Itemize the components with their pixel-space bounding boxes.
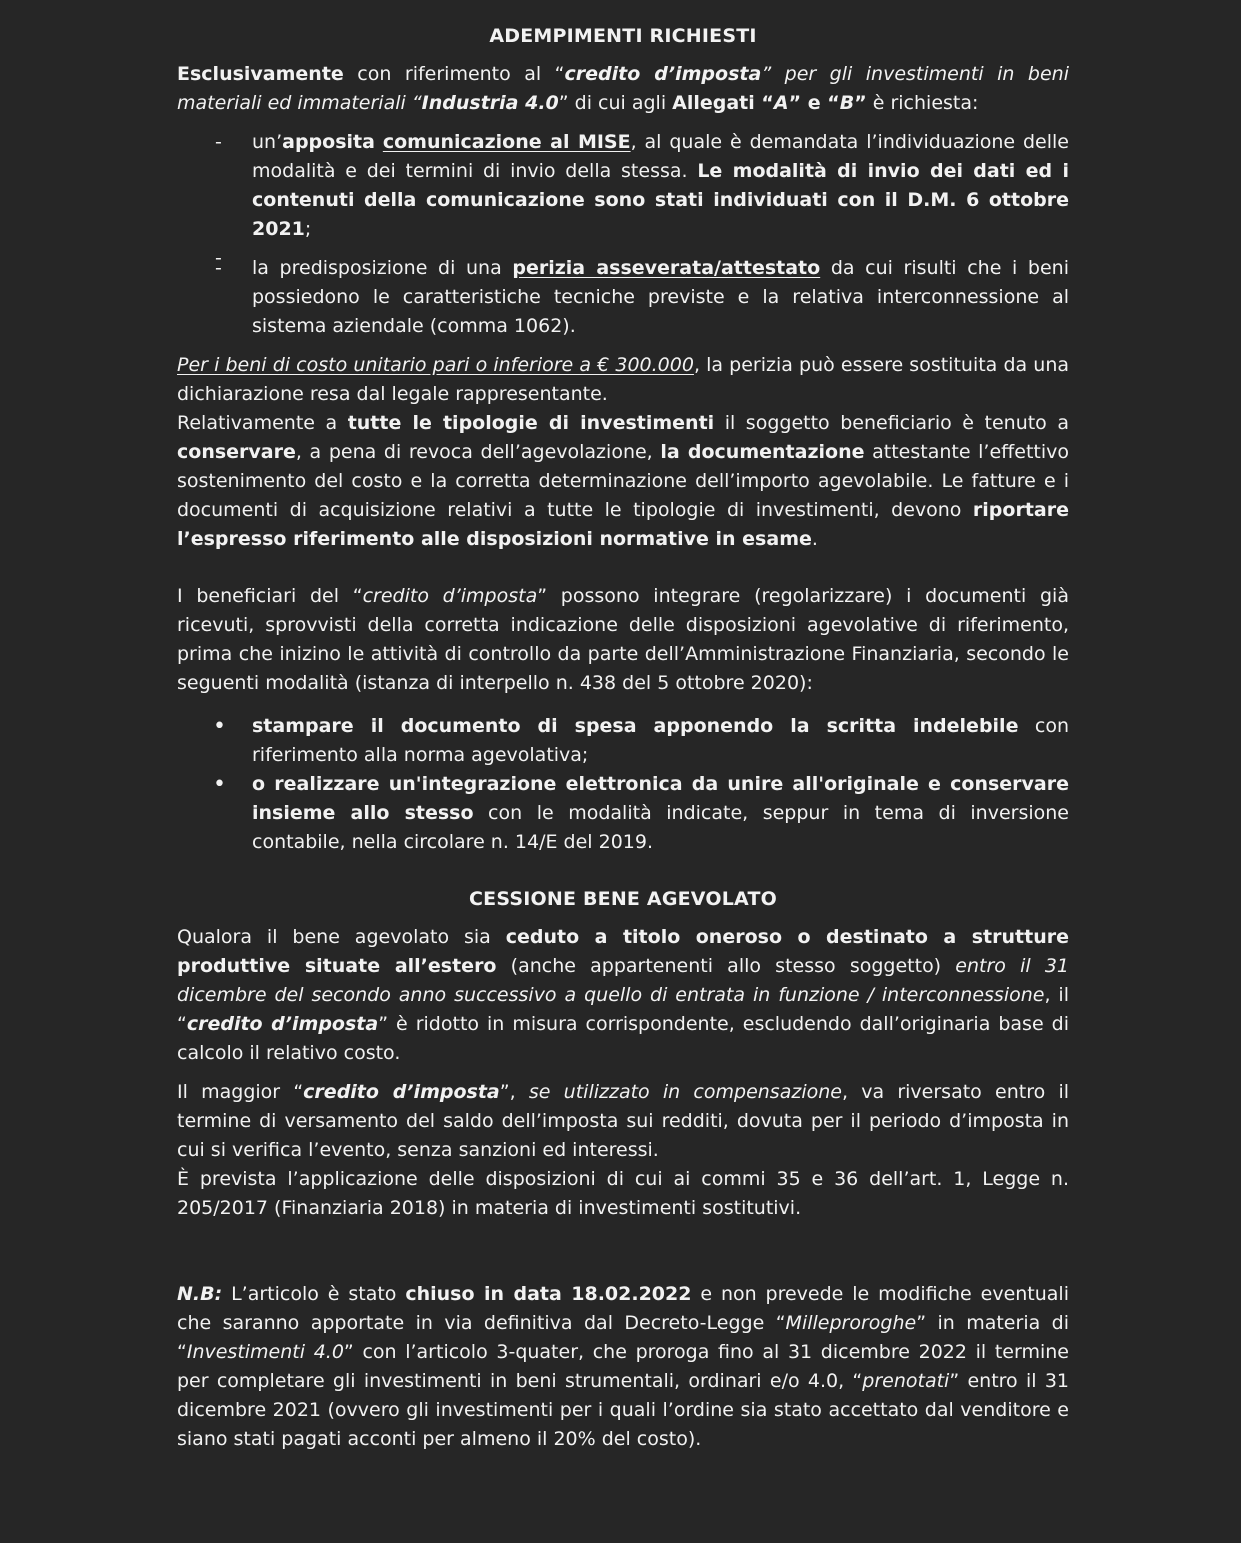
modalita-list	[177, 712, 1069, 857]
nb-paragraph: N.B: L’articolo è stato chiuso in data 18.02.2022 e non prevede le modifiche eventuali che saranno apportate in via definitiva dal Decreto-Legge “Milleproroghe” in materia di “Investimenti 4.0” con l’articolo 3-quater, che proroga fino al 31 dicembre 2022 il termine per completare gli investimenti in beni strumentali, ordinari e/o 4.0, “prenotati” entro il 31 dicembre 2021 (ovvero gli investimenti per i quali l’ordine sia stato accettato dal venditore e siano stati pagati acconti per almeno il 20% del costo).	[177, 1283, 1069, 1450]
list-item-integrazione: • o realizzare un'integrazione elettronica da unire all'originale e conservare insieme allo stesso con le modalità indicate, seppur in tema di inversione contabile, nella circolare n. 14/E del 2019.	[177, 770, 1069, 857]
requirements-list	[177, 128, 1069, 341]
heading-adempimenti: ADEMPIMENTI RICHIESTI	[489, 25, 757, 47]
maggior-paragraph: Il maggior “credito d’imposta”, se utilizzato in compensazione, va riversato entro il termine di versamento del saldo dell’imposta sui redditi, dovuta per il periodo d’imposta in cui si verifica l’evento, senza sanzioni ed interessi.	[177, 1081, 1070, 1161]
relativamente-paragraph: Relativamente a tutte le tipologie di investimenti il soggetto beneficiario è tenuto a conservare, a pena di revoca dell’agevolazione, la documentazione attestante l’effettivo sostenimento del costo e la corretta determinazione dell’importo agevolabile. Le fatture e i documenti di acquisizione relativi a tutte le tipologie di investimenti, devono riportare l’espresso riferimento alle disposizioni normative in esame.	[177, 412, 1069, 550]
document-page	[177, 0, 1069, 1454]
intro-paragraph: Esclusivamente con riferimento al “credito d’imposta” per gli investimenti in beni materiali ed immateriali “Industria 4.0” di cui agli Allegati “A” e “B” è richiesta:	[177, 63, 1069, 114]
comunicazione-mise-link: comunicazione al MISE	[382, 131, 631, 153]
prevista-paragraph: È prevista l’applicazione delle disposizioni di cui ai commi 35 e 36 dell’art. 1, Legge n. 205/2017 (Finanziaria 2018) in materia di investimenti sostitutivi.	[177, 1168, 1069, 1219]
heading-cessione: CESSIONE BENE AGEVOLATO	[469, 888, 777, 910]
list-item-comunicazione: - un’apposita comunicazione al MISE, al quale è demandata l’individuazione delle modalità e dei termini di invio della stessa. Le modalità di invio dei dati ed i contenuti della comunicazione sono stati individuati con il D.M. 6 ottobre 2021;	[177, 128, 1069, 244]
list-spacer	[177, 244, 1069, 254]
perizia-paragraph: Per i beni di costo unitario pari o inferiore a € 300.000, la perizia può essere sostituita da una dichiarazione resa dal legale rappresentante.	[177, 354, 1070, 405]
list-item-perizia: - la predisposizione di una perizia asseverata/attestato da cui risulti che i beni possiedono le caratteristiche tecniche previste e la relativa interconnessione al sistema aziendale (comma 1062).	[177, 254, 1069, 341]
list-item-stampare: • stampare il documento di spesa apponendo la scritta indelebile con riferimento alla norma agevolativa;	[177, 712, 1069, 770]
qualora-paragraph: Qualora il bene agevolato sia ceduto a titolo oneroso o destinato a strutture produttive situate all’estero (anche appartenenti allo stesso soggetto) entro il 31 dicembre del secondo anno successivo a quello di entrata in funzione / interconnessione, il “credito d’imposta” è ridotto in misura corrispondente, escludendo dall’originaria base di calcolo il relativo costo.	[177, 926, 1070, 1064]
beneficiari-paragraph: I beneficiari del “credito d’imposta” possono integrare (regolarizzare) i documenti già ricevuti, sprovvisti della corretta indicazione delle disposizioni agevolative di riferimento, prima che inizino le attività di controllo da parte dell’Amministrazione Finanziaria, secondo le seguenti modalità (istanza di interpello n. 438 del 5 ottobre 2020):	[177, 585, 1069, 694]
perizia-link: perizia asseverata/attestato	[512, 257, 821, 279]
